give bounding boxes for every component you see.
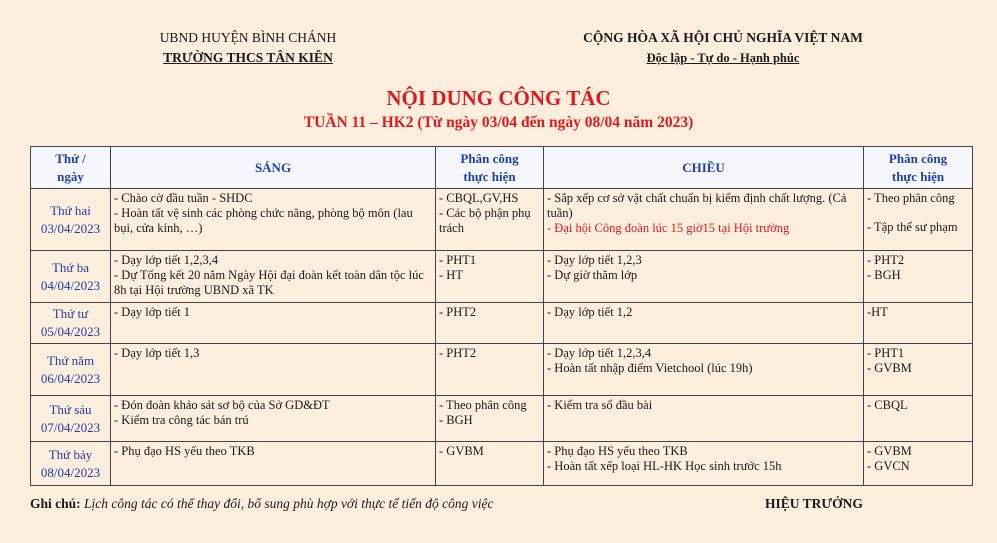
assignee: - Theo phân công xyxy=(867,191,955,205)
morning-cell xyxy=(111,344,436,396)
header-morning: SÁNG xyxy=(111,147,436,189)
assign-am-cell xyxy=(436,396,544,442)
table-row xyxy=(31,251,973,303)
assignee: - GVBM xyxy=(867,444,912,458)
afternoon-task: - Hoàn tất nhập điểm Vietchool (lúc 19h) xyxy=(547,361,753,375)
day-name: Thứ hai xyxy=(50,202,91,218)
header-day-line: Thứ / xyxy=(55,150,86,166)
header-day-line: ngày xyxy=(57,168,84,184)
assignee: - PHT2 xyxy=(439,346,477,360)
assign-pm-cell xyxy=(864,189,973,251)
morning-cell xyxy=(111,303,436,344)
morning-cell xyxy=(111,396,436,442)
afternoon-cell xyxy=(544,303,864,344)
afternoon-task: - Kiểm tra sổ đầu bài xyxy=(547,398,653,412)
assignee: - PHT2 xyxy=(439,305,477,319)
day-date: 04/04/2023 xyxy=(40,277,101,293)
morning-task: - Dạy lớp tiết 1,2,3,4 xyxy=(114,253,219,267)
header-assign-line: thực hiện xyxy=(891,168,945,184)
morning-cell xyxy=(111,442,436,486)
day-cell xyxy=(31,189,111,251)
day-name: Thứ bảy xyxy=(48,446,93,462)
morning-task: - Phụ đạo HS yếu theo TKB xyxy=(114,444,255,458)
afternoon-task: - Dạy lớp tiết 1,2,3 xyxy=(547,253,642,267)
day-date: 03/04/2023 xyxy=(40,220,101,236)
assignee: - PHT2 xyxy=(867,253,905,267)
day-date: 05/04/2023 xyxy=(40,324,101,339)
assign-am-cell xyxy=(436,251,544,303)
day-cell xyxy=(31,303,111,344)
afternoon-cell xyxy=(544,344,864,396)
morning-task: - Hoàn tất vệ sinh các phòng chức năng, phòng bộ môn (lau bụi, cửa kính, …) xyxy=(114,206,413,235)
day-date: 07/04/2023 xyxy=(40,419,101,435)
assignee: - PHT1 xyxy=(867,346,905,360)
afternoon-cell xyxy=(544,396,864,442)
footer-note xyxy=(30,496,493,512)
day-date: 08/04/2023 xyxy=(40,464,101,480)
assignee: - GVCN xyxy=(867,459,910,473)
assignee: - BGH xyxy=(439,413,473,427)
assignee: - CBQL,GV,HS xyxy=(439,191,519,205)
morning-task: - Kiểm tra công tác bán trú xyxy=(114,413,249,427)
morning-cell xyxy=(111,189,436,251)
day-cell xyxy=(31,442,111,486)
signature-title: HIỆU TRƯỞNG xyxy=(765,496,863,511)
assignee: - GVBM xyxy=(439,444,484,458)
assign-pm-cell xyxy=(864,396,973,442)
afternoon-task-highlight: - Đại hội Công đoàn lúc 15 giờ15 tại Hội trường xyxy=(547,221,790,235)
assign-am-cell xyxy=(436,189,544,251)
afternoon-task: - Hoàn tất xếp loại HL-HK Học sinh trước 15h xyxy=(547,459,782,473)
afternoon-cell xyxy=(544,442,864,486)
morning-task: - Đón đoàn khảo sát sơ bộ của Sở GD&ĐT xyxy=(114,398,330,412)
assign-am-cell xyxy=(436,442,544,486)
table-header-row xyxy=(31,147,973,189)
header-assign-line: thực hiện xyxy=(463,168,516,184)
table-row xyxy=(31,303,973,344)
afternoon-cell xyxy=(544,251,864,303)
day-name: Thứ tư xyxy=(52,306,89,321)
day-cell xyxy=(31,251,111,303)
table-row xyxy=(31,189,973,251)
nation-name: CỘNG HÒA XÃ HỘI CHỦ NGHĨA VIỆT NAM xyxy=(583,30,863,45)
national-motto: Độc lập - Tự do - Hạnh phúc xyxy=(646,51,800,65)
afternoon-task: - Phụ đạo HS yếu theo TKB xyxy=(547,444,688,458)
assign-pm-cell xyxy=(864,344,973,396)
day-date: 06/04/2023 xyxy=(40,370,101,386)
assignee: - HT xyxy=(439,268,463,282)
header-assign-pm xyxy=(864,147,973,189)
assignee: -HT xyxy=(867,305,888,319)
assignee: - CBQL xyxy=(867,398,908,412)
assign-pm-cell xyxy=(864,251,973,303)
day-cell xyxy=(31,344,111,396)
assign-pm-cell xyxy=(864,442,973,486)
school-name: TRƯỜNG THCS TÂN KIÊN xyxy=(163,50,333,65)
assignee: - PHT1 xyxy=(439,253,477,267)
afternoon-task: - Dự giờ thăm lớp xyxy=(547,268,638,282)
header-left xyxy=(118,28,378,68)
assign-pm-cell xyxy=(864,303,973,344)
morning-task: - Chào cờ đầu tuần - SHDC xyxy=(114,191,253,205)
assignee: - GVBM xyxy=(867,361,912,375)
day-name: Thứ ba xyxy=(51,259,89,275)
table-row xyxy=(31,396,973,442)
page-title: NỘI DUNG CÔNG TÁC xyxy=(386,86,611,110)
morning-task: - Dạy lớp tiết 1 xyxy=(114,305,191,319)
header-assign-am xyxy=(436,147,544,189)
header-right xyxy=(558,28,888,68)
day-name: Thứ sáu xyxy=(49,401,92,417)
morning-task: - Dự Tổng kết 20 năm Ngày Hội đại đoàn kết toàn dân tộc lúc 8h tại Hội trường UBND xã TK xyxy=(114,268,424,297)
day-name: Thứ năm xyxy=(46,352,95,368)
header-day xyxy=(31,147,111,189)
header-afternoon: CHIỀU xyxy=(544,147,864,189)
footer-note-label: Ghi chú: xyxy=(30,496,81,511)
table-row xyxy=(31,344,973,396)
afternoon-cell xyxy=(544,189,864,251)
footer-note-text: Lịch công tác có thể thay đổi, bổ sung phù hợp với thực tế tiến độ công việc xyxy=(84,496,494,511)
assign-am-cell xyxy=(436,344,544,396)
assignee: - Tập thể sư phạm xyxy=(867,220,958,234)
afternoon-task: - Sắp xếp cơ sở vật chất chuẩn bị kiểm định chất lượng. (Cả tuần) xyxy=(547,191,847,220)
morning-cell xyxy=(111,251,436,303)
header-assign-line: Phân công xyxy=(888,150,948,166)
schedule-table xyxy=(30,146,973,486)
table-row xyxy=(31,442,973,486)
organization-name: UBND HUYỆN BÌNH CHÁNH xyxy=(159,30,337,45)
day-cell xyxy=(31,396,111,442)
assignee: - Theo phân công xyxy=(439,398,527,412)
afternoon-task: - Dạy lớp tiết 1,2,3,4 xyxy=(547,346,652,360)
assign-am-cell xyxy=(436,303,544,344)
header-assign-line: Phân công xyxy=(460,150,519,166)
page-subtitle: TUẦN 11 – HK2 (Từ ngày 03/04 đến ngày 08/04 năm 2023) xyxy=(303,114,694,131)
assignee: - BGH xyxy=(867,268,901,282)
afternoon-task: - Dạy lớp tiết 1,2 xyxy=(547,305,633,319)
assignee: - Các bộ phận phụ trách xyxy=(439,206,531,235)
morning-task: - Dạy lớp tiết 1,3 xyxy=(114,346,200,360)
